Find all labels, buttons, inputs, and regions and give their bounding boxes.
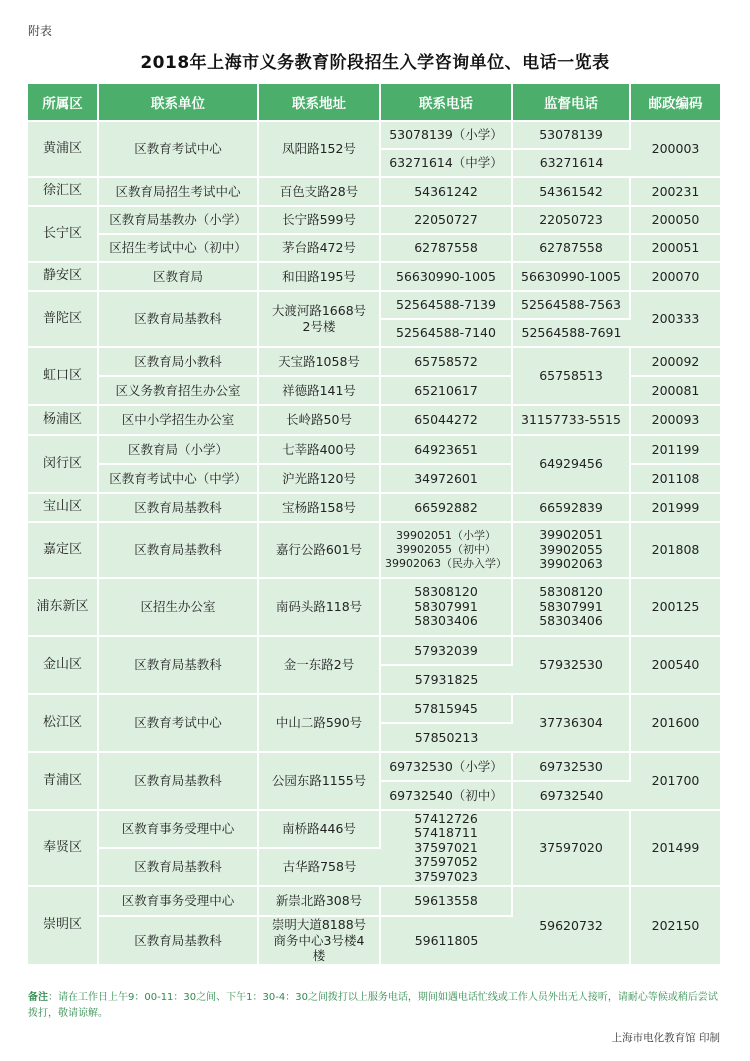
header-unit: 联系单位	[98, 84, 258, 121]
district-cell: 徐汇区	[28, 177, 98, 206]
zip-cell: 200333	[630, 291, 720, 347]
phone-cell	[380, 522, 512, 578]
footnote	[28, 990, 720, 1021]
header-address: 联系地址	[258, 84, 380, 121]
district-cell: 长宁区	[28, 206, 98, 262]
phone-line: 57418711	[414, 825, 478, 841]
zip-cell: 201499	[630, 810, 720, 886]
unit-cell: 区中小学招生办公室	[98, 405, 258, 435]
phone-cell: 69732540（初中）	[380, 781, 512, 810]
phone-cell: 65044272	[380, 405, 512, 435]
address-cell: 天宝路1058号	[258, 347, 380, 376]
zip-cell: 200081	[630, 376, 720, 405]
unit-cell: 区教育局基教科	[98, 493, 258, 522]
supervision-cell: 22050723	[512, 206, 630, 234]
phone-cell: 54361242	[380, 177, 512, 206]
phone-cell: 57815945	[380, 694, 512, 723]
phone-cell	[380, 810, 512, 886]
phone-cell: 65758572	[380, 347, 512, 376]
phone-cell: 65210617	[380, 376, 512, 405]
zip-cell: 201700	[630, 752, 720, 810]
address-cell: 凤阳路152号	[258, 121, 380, 177]
phone-cell: 57850213	[380, 723, 512, 752]
address-cell: 嘉行公路601号	[258, 522, 380, 578]
unit-cell: 区教育考试中心	[98, 694, 258, 752]
unit-cell: 区教育事务受理中心	[98, 810, 258, 848]
supervision-cell: 66592839	[512, 493, 630, 522]
phone-line: 37597052	[414, 854, 478, 870]
address-cell: 祥德路141号	[258, 376, 380, 405]
unit-cell: 区教育局基教科	[98, 848, 258, 886]
unit-cell: 区教育局招生考试中心	[98, 177, 258, 206]
supervision-cell: 65758513	[512, 347, 630, 405]
phone-cell: 34972601	[380, 464, 512, 493]
table-row	[28, 347, 720, 376]
supervision-cell: 53078139	[512, 121, 630, 149]
zip-cell: 201999	[630, 493, 720, 522]
supervision-cell: 52564588-7691	[512, 319, 630, 347]
zip-cell: 200050	[630, 206, 720, 234]
phone-cell: 57931825	[380, 665, 512, 694]
table-row	[28, 810, 720, 848]
zip-cell: 200003	[630, 121, 720, 177]
district-cell: 金山区	[28, 636, 98, 694]
unit-cell: 区教育局（小学）	[98, 435, 258, 464]
zip-cell: 202150	[630, 886, 720, 965]
header-phone: 联系电话	[380, 84, 512, 121]
zip-cell: 200070	[630, 262, 720, 291]
phone-cell: 64923651	[380, 435, 512, 464]
table-row	[28, 405, 720, 435]
district-cell: 浦东新区	[28, 578, 98, 636]
address-cell: 金一东路2号	[258, 636, 380, 694]
phone-line: 58308120	[414, 584, 478, 600]
phone-line: 39902051（小学）	[396, 529, 496, 543]
phone-line: 37597023	[414, 868, 478, 884]
address-cell: 公园东路1155号	[258, 752, 380, 810]
unit-cell: 区教育局基教科	[98, 916, 258, 965]
header-zip: 邮政编码	[630, 84, 720, 121]
footnote-text: ：请在工作日上午9：00-11：30之间、下午1：30-4：30之间拨打以上服务电话，期间如遇电话忙线或工作人员外出无人接听，请耐心等候或稍后尝试拨打，敬请谅解。	[28, 992, 718, 1019]
unit-cell: 区招生办公室	[98, 578, 258, 636]
unit-cell: 区招生考试中心（初中）	[98, 234, 258, 262]
supervision-line: 58303406	[539, 613, 603, 629]
address-cell: 南桥路446号	[258, 810, 380, 848]
phone-line: 39902055（初中）	[396, 543, 496, 557]
phone-cell: 57932039	[380, 636, 512, 665]
supervision-line: 39902055	[539, 541, 603, 557]
table-row	[28, 234, 720, 262]
supervision-cell	[512, 522, 630, 578]
unit-cell: 区义务教育招生办公室	[98, 376, 258, 405]
table-row	[28, 694, 720, 723]
page-title: 2018年上海市义务教育阶段招生入学咨询单位、电话一览表	[140, 53, 610, 73]
phone-cell: 63271614（中学）	[380, 149, 512, 177]
phone-line: 39902063（民办入学）	[385, 556, 507, 570]
header-supervision: 监督电话	[512, 84, 630, 121]
table-row	[28, 752, 720, 781]
unit-cell: 区教育事务受理中心	[98, 886, 258, 916]
zip-cell: 200051	[630, 234, 720, 262]
table-row	[28, 206, 720, 234]
address-cell: 百色支路28号	[258, 177, 380, 206]
address-cell: 新崇北路308号	[258, 886, 380, 916]
zip-cell: 200092	[630, 347, 720, 376]
unit-cell: 区教育局小教科	[98, 347, 258, 376]
table-row	[28, 493, 720, 522]
district-cell: 虹口区	[28, 347, 98, 405]
zip-cell: 201199	[630, 435, 720, 464]
district-cell: 杨浦区	[28, 405, 98, 435]
unit-cell: 区教育局	[98, 262, 258, 291]
table-row	[28, 636, 720, 665]
supervision-cell: 69732530	[512, 752, 630, 781]
supervision-cell: 63271614	[512, 149, 630, 177]
address-cell: 长宁路599号	[258, 206, 380, 234]
district-cell: 崇明区	[28, 886, 98, 965]
district-cell: 黄浦区	[28, 121, 98, 177]
district-cell: 嘉定区	[28, 522, 98, 578]
table-row	[28, 578, 720, 636]
footnote-label: 备注	[28, 992, 48, 1003]
table-row	[28, 177, 720, 206]
phone-line: 37597021	[414, 839, 478, 855]
unit-cell: 区教育考试中心	[98, 121, 258, 177]
phone-cell: 53078139（小学）	[380, 121, 512, 149]
unit-cell: 区教育局基教科	[98, 291, 258, 347]
printer-credit: 上海市电化教育馆 印制	[611, 1032, 720, 1044]
table-row	[28, 262, 720, 291]
phone-cell: 52564588-7139	[380, 291, 512, 319]
address-cell: 沪光路120号	[258, 464, 380, 493]
unit-cell: 区教育局基教科	[98, 636, 258, 694]
phone-cell: 69732530（小学）	[380, 752, 512, 781]
unit-cell: 区教育考试中心（中学）	[98, 464, 258, 493]
address-cell: 中山二路590号	[258, 694, 380, 752]
supervision-cell: 37736304	[512, 694, 630, 752]
supervision-cell: 59620732	[512, 886, 630, 965]
supervision-line: 58307991	[539, 598, 603, 614]
unit-cell: 区教育局基教办（小学）	[98, 206, 258, 234]
phone-cell: 66592882	[380, 493, 512, 522]
unit-cell: 区教育局基教科	[98, 522, 258, 578]
appendix-label: 附表	[28, 24, 53, 38]
supervision-cell: 57932530	[512, 636, 630, 694]
supervision-cell: 37597020	[512, 810, 630, 886]
header-district: 所属区	[28, 84, 98, 121]
phone-cell: 59611805	[380, 916, 512, 965]
district-cell: 宝山区	[28, 493, 98, 522]
table-row	[28, 522, 720, 578]
zip-cell: 200540	[630, 636, 720, 694]
district-cell: 青浦区	[28, 752, 98, 810]
address-cell: 茅台路472号	[258, 234, 380, 262]
phone-line: 57412726	[414, 811, 478, 827]
table-header-row	[28, 84, 720, 121]
district-cell: 静安区	[28, 262, 98, 291]
phone-cell: 59613558	[380, 886, 512, 916]
address-cell: 南码头路118号	[258, 578, 380, 636]
contact-table	[28, 84, 720, 966]
zip-cell: 200231	[630, 177, 720, 206]
address-cell: 七莘路400号	[258, 435, 380, 464]
address-cell: 和田路195号	[258, 262, 380, 291]
supervision-cell: 62787558	[512, 234, 630, 262]
supervision-line: 58308120	[539, 584, 603, 600]
phone-cell: 56630990-1005	[380, 262, 512, 291]
zip-cell: 200125	[630, 578, 720, 636]
supervision-cell: 31157733-5515	[512, 405, 630, 435]
supervision-line: 39902063	[539, 556, 603, 572]
phone-cell: 52564588-7140	[380, 319, 512, 347]
district-cell: 闵行区	[28, 435, 98, 493]
zip-cell: 201808	[630, 522, 720, 578]
phone-line: 58307991	[414, 598, 478, 614]
phone-cell: 22050727	[380, 206, 512, 234]
district-cell: 松江区	[28, 694, 98, 752]
supervision-cell	[512, 578, 630, 636]
address-cell: 长岭路50号	[258, 405, 380, 435]
zip-cell: 201600	[630, 694, 720, 752]
zip-cell: 201108	[630, 464, 720, 493]
address-cell: 宝杨路158号	[258, 493, 380, 522]
table-row	[28, 435, 720, 464]
supervision-cell: 56630990-1005	[512, 262, 630, 291]
phone-cell: 62787558	[380, 234, 512, 262]
address-cell: 大渡河路1668号2号楼	[258, 291, 380, 347]
district-cell: 奉贤区	[28, 810, 98, 886]
table-row	[28, 886, 720, 916]
zip-cell: 200093	[630, 405, 720, 435]
unit-cell: 区教育局基教科	[98, 752, 258, 810]
district-cell: 普陀区	[28, 291, 98, 347]
phone-line: 58303406	[414, 613, 478, 629]
address-cell: 崇明大道8188号商务中心3号楼4楼	[258, 916, 380, 965]
supervision-line: 39902051	[539, 527, 603, 543]
table-row	[28, 121, 720, 149]
supervision-cell: 69732540	[512, 781, 630, 810]
table-row	[28, 291, 720, 319]
supervision-cell: 54361542	[512, 177, 630, 206]
phone-cell	[380, 578, 512, 636]
address-cell: 古华路758号	[258, 848, 380, 886]
supervision-cell: 52564588-7563	[512, 291, 630, 319]
supervision-cell: 64929456	[512, 435, 630, 493]
